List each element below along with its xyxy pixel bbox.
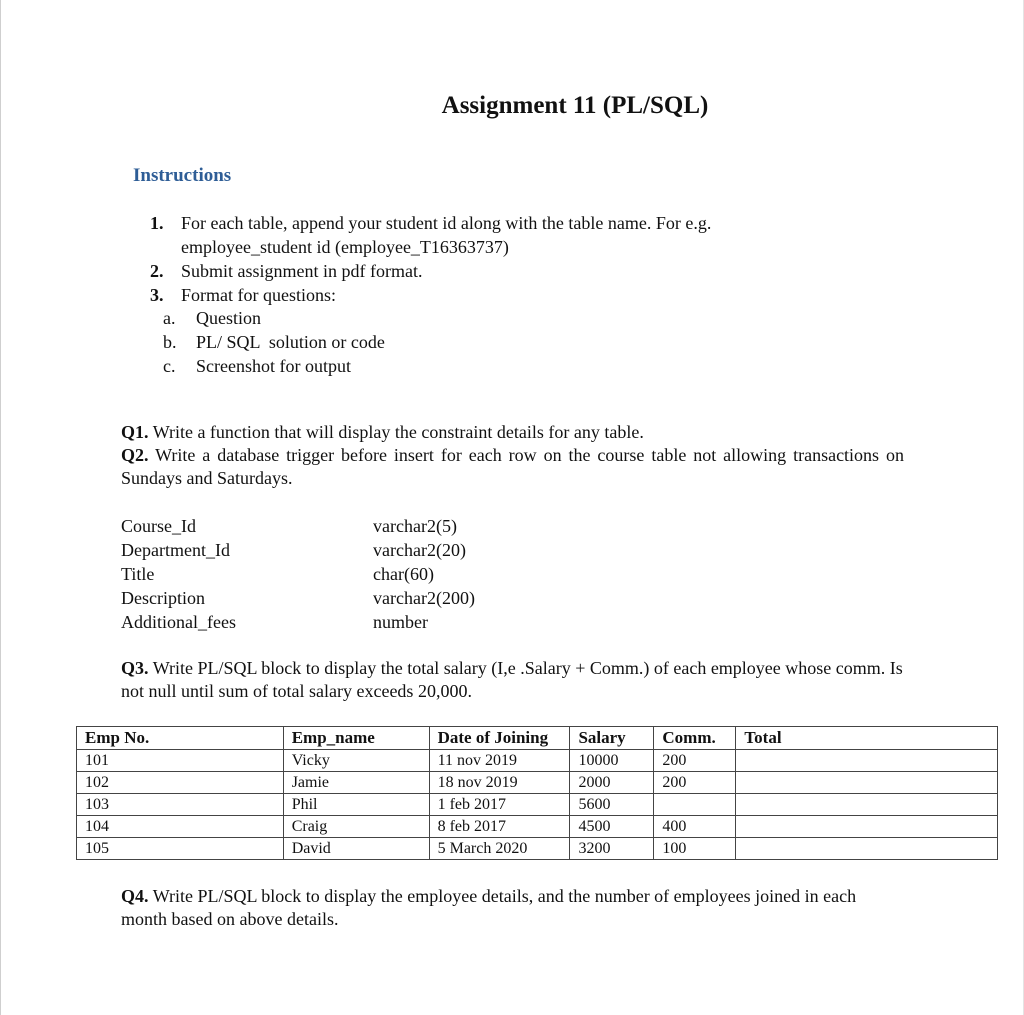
- question-4-text: Write PL/SQL block to display the employee details, and the number of employees joined in each month based on above details.: [121, 886, 857, 929]
- schema-column: Additional_fees: [121, 612, 236, 632]
- table-cell: 5 March 2020: [429, 838, 570, 860]
- instruction-line: For each table, append your student id along with the table name. For e.g.: [181, 213, 712, 233]
- schema-column: Description: [121, 588, 205, 608]
- schema-column: Course_Id: [121, 516, 196, 536]
- question-1: [121, 421, 904, 444]
- table-cell: [654, 794, 736, 816]
- schema-type: char(60): [373, 564, 434, 584]
- table-header-row: [77, 727, 998, 750]
- format-item: [163, 354, 385, 378]
- format-item: [163, 330, 385, 354]
- schema-row: [121, 514, 475, 538]
- course-schema: [121, 514, 475, 634]
- schema-row: [121, 562, 475, 586]
- table-cell: Vicky: [283, 750, 429, 772]
- schema-type: varchar2(5): [373, 516, 457, 536]
- question-2-label: Q2.: [121, 445, 149, 465]
- column-header-date-of-joining: Date of Joining: [429, 727, 570, 750]
- instruction-item: [150, 283, 711, 307]
- table-cell: 2000: [570, 772, 654, 794]
- format-list: [163, 306, 385, 378]
- document-title: Assignment 11 (PL/SQL): [441, 92, 709, 119]
- table-cell: [736, 772, 998, 794]
- column-header-total: Total: [736, 727, 998, 750]
- table-cell: 18 nov 2019: [429, 772, 570, 794]
- column-header-salary: Salary: [570, 727, 654, 750]
- table-cell: 105: [77, 838, 284, 860]
- table-cell: 100: [654, 838, 736, 860]
- schema-row: [121, 538, 475, 562]
- table-row: [77, 816, 998, 838]
- table-cell: [736, 838, 998, 860]
- table-cell: 10000: [570, 750, 654, 772]
- table-cell: 102: [77, 772, 284, 794]
- table-cell: 4500: [570, 816, 654, 838]
- question-1-text: Write a function that will display the constraint details for any table.: [148, 422, 644, 442]
- column-header-comm: Comm.: [654, 727, 736, 750]
- instruction-number: 1.: [150, 213, 164, 233]
- format-letter: a.: [163, 308, 176, 328]
- table-cell: 5600: [570, 794, 654, 816]
- format-item: [163, 306, 385, 330]
- instructions-heading: Instructions: [133, 165, 232, 186]
- schema-row: [121, 586, 475, 610]
- schema-row: [121, 610, 475, 634]
- question-1-label: Q1.: [121, 422, 149, 442]
- table-row: [77, 838, 998, 860]
- format-text: PL/ SQL solution or code: [196, 332, 385, 352]
- question-2-text: Write a database trigger before insert for each row on the course table not allowing transactions on Sundays and Saturdays.: [121, 445, 904, 488]
- question-4: [121, 885, 904, 931]
- table-cell: David: [283, 838, 429, 860]
- table-row: [77, 750, 998, 772]
- table-cell: 1 feb 2017: [429, 794, 570, 816]
- table-cell: 3200: [570, 838, 654, 860]
- instruction-item: [150, 211, 711, 259]
- schema-type: number: [373, 612, 428, 632]
- table-cell: 200: [654, 772, 736, 794]
- question-2: [121, 444, 904, 490]
- table-row: [77, 794, 998, 816]
- table-cell: [736, 816, 998, 838]
- format-text: Question: [196, 308, 261, 328]
- format-letter: c.: [163, 356, 176, 376]
- employee-table: [76, 726, 998, 860]
- question-4-label: Q4.: [121, 886, 149, 906]
- page-left-edge: [0, 0, 1, 1015]
- instruction-line: Format for questions:: [181, 285, 336, 305]
- table-cell: 200: [654, 750, 736, 772]
- table-cell: [736, 794, 998, 816]
- table-cell: Craig: [283, 816, 429, 838]
- instruction-line: employee_student id (employee_T16363737): [181, 237, 509, 257]
- table-cell: 101: [77, 750, 284, 772]
- question-3: [121, 657, 904, 703]
- table-cell: [736, 750, 998, 772]
- table-cell: Phil: [283, 794, 429, 816]
- question-3-text: Write PL/SQL block to display the total salary (I,e .Salary + Comm.) of each employee whose comm. Is not null until sum of total salary exceeds 20,000.: [121, 658, 903, 701]
- schema-type: varchar2(20): [373, 540, 466, 560]
- table-cell: 104: [77, 816, 284, 838]
- column-header-emp-name: Emp_name: [283, 727, 429, 750]
- table-cell: 103: [77, 794, 284, 816]
- table-cell: Jamie: [283, 772, 429, 794]
- table-cell: 8 feb 2017: [429, 816, 570, 838]
- question-3-label: Q3.: [121, 658, 149, 678]
- instruction-number: 2.: [150, 261, 164, 281]
- schema-column: Title: [121, 564, 155, 584]
- format-letter: b.: [163, 332, 177, 352]
- table-row: [77, 772, 998, 794]
- schema-column: Department_Id: [121, 540, 230, 560]
- table-cell: 400: [654, 816, 736, 838]
- instruction-line: Submit assignment in pdf format.: [181, 261, 423, 281]
- format-text: Screenshot for output: [196, 356, 351, 376]
- table-cell: 11 nov 2019: [429, 750, 570, 772]
- instruction-number: 3.: [150, 285, 164, 305]
- schema-type: varchar2(200): [373, 588, 475, 608]
- column-header-emp-no: Emp No.: [77, 727, 284, 750]
- instruction-item: [150, 259, 711, 283]
- instructions-list: [150, 211, 711, 307]
